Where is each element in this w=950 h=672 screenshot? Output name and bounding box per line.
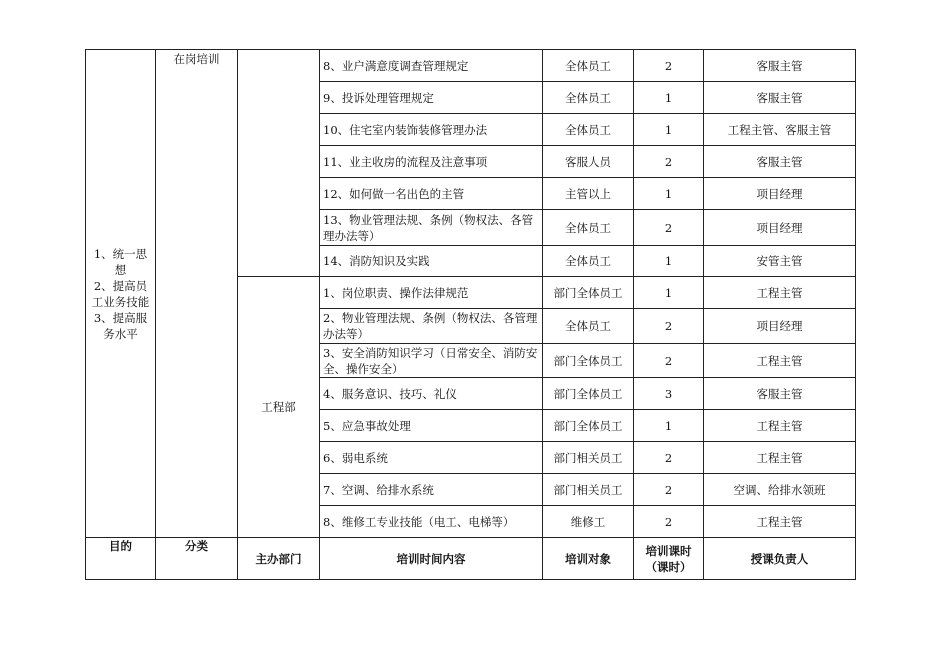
target-cell: 部门全体员工 bbox=[543, 410, 634, 442]
lead-cell: 安管主管 bbox=[704, 246, 856, 277]
hours-cell: 2 bbox=[634, 50, 704, 82]
header-target: 培训对象 bbox=[543, 538, 634, 580]
target-cell: 全体员工 bbox=[543, 114, 634, 146]
hours-cell: 1 bbox=[634, 178, 704, 210]
content-cell: 2、物业管理法规、条例（物权法、各管理办法等） bbox=[320, 309, 543, 344]
content-cell: 11、业主收房的流程及注意事项 bbox=[320, 146, 543, 178]
content-cell: 7、空调、给排水系统 bbox=[320, 474, 543, 506]
category-cell: 在岗培训 bbox=[156, 50, 238, 538]
hours-cell: 2 bbox=[634, 344, 704, 378]
target-cell: 全体员工 bbox=[543, 50, 634, 82]
content-cell: 12、如何做一名出色的主管 bbox=[320, 178, 543, 210]
lead-cell: 项目经理 bbox=[704, 309, 856, 344]
lead-cell: 空调、给排水领班 bbox=[704, 474, 856, 506]
target-cell: 主管以上 bbox=[543, 178, 634, 210]
lead-cell: 工程主管 bbox=[704, 410, 856, 442]
table-row bbox=[86, 50, 856, 82]
target-cell: 部门相关员工 bbox=[543, 474, 634, 506]
content-cell: 4、服务意识、技巧、礼仪 bbox=[320, 378, 543, 410]
lead-cell: 客服主管 bbox=[704, 146, 856, 178]
lead-cell: 工程主管 bbox=[704, 277, 856, 309]
hours-cell: 1 bbox=[634, 410, 704, 442]
header-row bbox=[86, 538, 856, 580]
content-cell: 9、投诉处理管理规定 bbox=[320, 82, 543, 114]
content-cell: 8、维修工专业技能（电工、电梯等） bbox=[320, 506, 543, 538]
header-content: 培训时间内容 bbox=[320, 538, 543, 580]
hours-cell: 2 bbox=[634, 146, 704, 178]
content-cell: 6、弱电系统 bbox=[320, 442, 543, 474]
lead-cell: 项目经理 bbox=[704, 178, 856, 210]
lead-cell: 工程主管、客服主管 bbox=[704, 114, 856, 146]
lead-cell: 工程主管 bbox=[704, 442, 856, 474]
hours-cell: 2 bbox=[634, 442, 704, 474]
content-cell: 1、岗位职责、操作法律规范 bbox=[320, 277, 543, 309]
hours-cell: 2 bbox=[634, 210, 704, 246]
purpose-line: 1、统一思想 bbox=[93, 246, 148, 277]
table-body bbox=[86, 50, 856, 580]
header-category: 分类 bbox=[156, 538, 238, 580]
hours-cell: 2 bbox=[634, 474, 704, 506]
target-cell: 全体员工 bbox=[543, 309, 634, 344]
hours-cell: 1 bbox=[634, 82, 704, 114]
target-cell: 全体员工 bbox=[543, 210, 634, 246]
lead-cell: 项目经理 bbox=[704, 210, 856, 246]
content-cell: 8、业户满意度调查管理规定 bbox=[320, 50, 543, 82]
content-cell: 5、应急事故处理 bbox=[320, 410, 543, 442]
target-cell: 部门全体员工 bbox=[543, 378, 634, 410]
purpose-line: 3、提高服务水平 bbox=[93, 310, 148, 341]
target-cell: 全体员工 bbox=[543, 246, 634, 277]
hours-cell: 1 bbox=[634, 277, 704, 309]
target-cell: 部门相关员工 bbox=[543, 442, 634, 474]
target-cell: 维修工 bbox=[543, 506, 634, 538]
hours-cell: 2 bbox=[634, 309, 704, 344]
content-cell: 14、消防知识及实践 bbox=[320, 246, 543, 277]
header-hours: 培训课时（课时） bbox=[634, 538, 704, 580]
purpose-line: 2、提高员工业务技能 bbox=[91, 278, 150, 309]
header-purpose: 目的 bbox=[86, 538, 156, 580]
target-cell: 全体员工 bbox=[543, 82, 634, 114]
target-cell: 客服人员 bbox=[543, 146, 634, 178]
header-lead: 授课负责人 bbox=[704, 538, 856, 580]
lead-cell: 客服主管 bbox=[704, 50, 856, 82]
dept-cell: 工程部 bbox=[238, 277, 320, 538]
header-dept: 主办部门 bbox=[238, 538, 320, 580]
target-cell: 部门全体员工 bbox=[543, 344, 634, 378]
hours-cell: 1 bbox=[634, 114, 704, 146]
lead-cell: 客服主管 bbox=[704, 82, 856, 114]
target-cell: 部门全体员工 bbox=[543, 277, 634, 309]
hours-cell: 2 bbox=[634, 506, 704, 538]
purpose-cell bbox=[86, 50, 156, 538]
content-cell: 13、物业管理法规、条例（物权法、各管理办法等） bbox=[320, 210, 543, 246]
content-cell: 10、住宅室内装饰装修管理办法 bbox=[320, 114, 543, 146]
lead-cell: 工程主管 bbox=[704, 506, 856, 538]
dept-cell bbox=[238, 50, 320, 277]
hours-cell: 1 bbox=[634, 246, 704, 277]
content-cell: 3、安全消防知识学习（日常安全、消防安全、操作安全） bbox=[320, 344, 543, 378]
hours-cell: 3 bbox=[634, 378, 704, 410]
training-table bbox=[85, 49, 856, 580]
lead-cell: 工程主管 bbox=[704, 344, 856, 378]
lead-cell: 客服主管 bbox=[704, 378, 856, 410]
